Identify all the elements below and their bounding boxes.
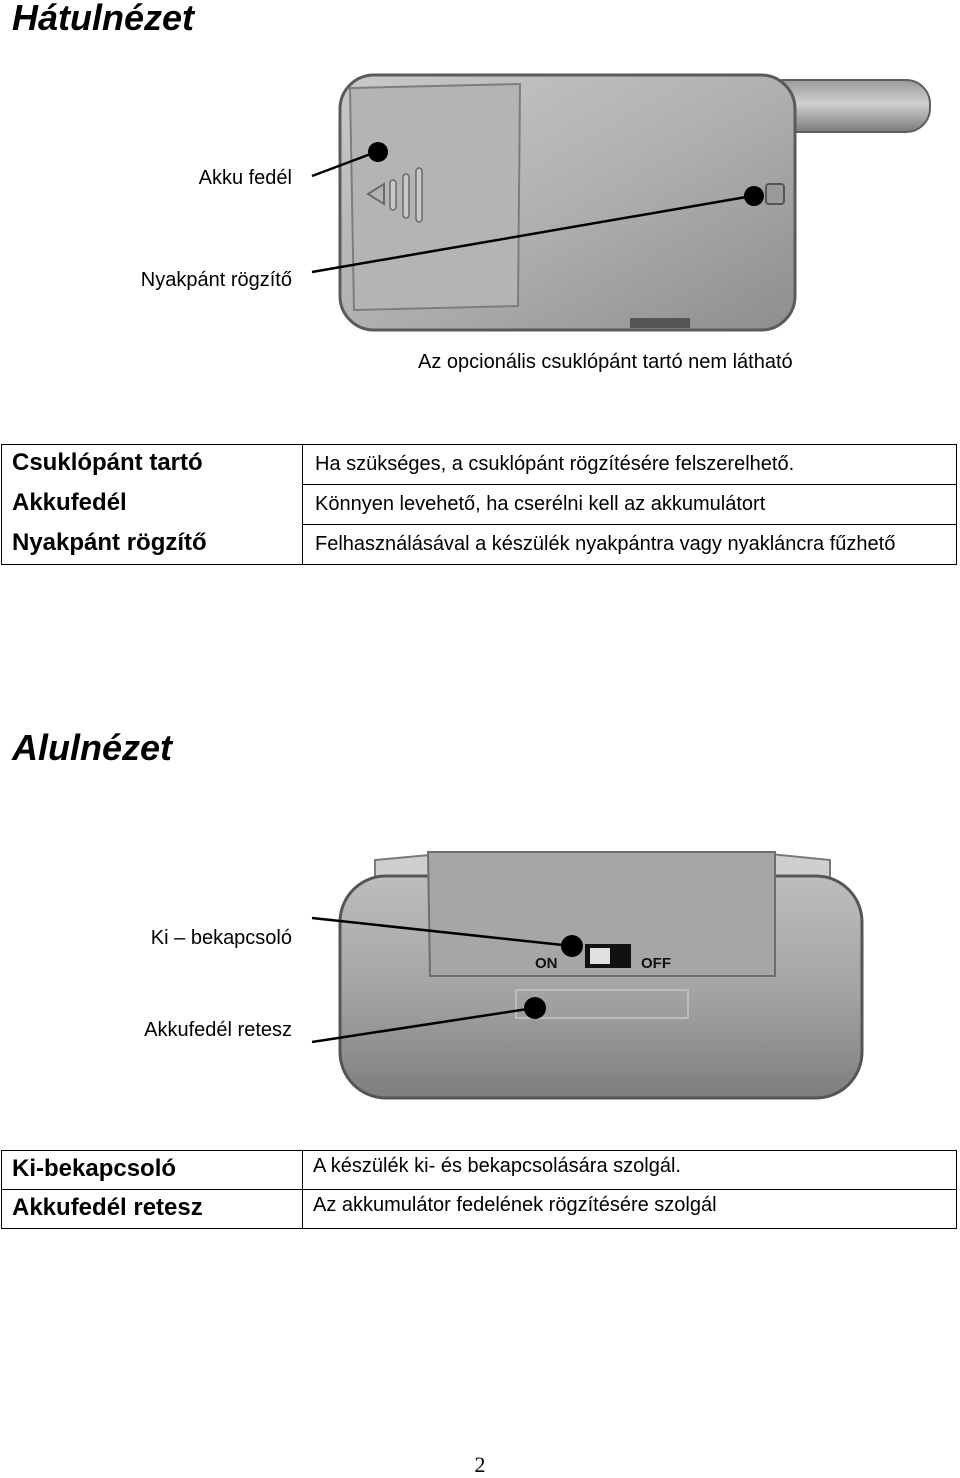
desc-lanyard-mount: Felhasználásával a készülék nyakpántra vagy nyakláncra fűzhető [315, 533, 896, 555]
term-wrist-strap-holder: Csuklópánt tartó [12, 449, 203, 476]
term-cell [2, 1151, 303, 1190]
callout-dot-cover-latch [524, 997, 546, 1019]
term-cover-latch: Akkufedél retesz [12, 1194, 203, 1221]
callout-dot-battery-cover [368, 142, 388, 162]
rear-view-heading: Hátulnézet [12, 0, 195, 38]
term-power-switch: Ki-bekapcsoló [12, 1155, 177, 1182]
callout-dot-lanyard [744, 186, 764, 206]
term-cell [2, 1190, 303, 1229]
bottom-view-photo [0, 840, 960, 1110]
page-number: 2 [474, 1452, 486, 1477]
bottom-view-heading: Alulnézet [12, 727, 173, 768]
table-row [2, 1190, 957, 1229]
term-lanyard-mount: Nyakpánt rögzítő [12, 529, 207, 556]
term-cell [2, 445, 303, 565]
desc-cover-latch: Az akkumulátor fedelének rögzítésére szolgál [303, 1190, 957, 1229]
table-row [2, 1151, 957, 1190]
callout-power-switch: Ki – bekapcsoló [150, 927, 292, 949]
callout-cover-latch: Akkufedél retesz [144, 1019, 292, 1041]
lanyard-slot [766, 184, 784, 204]
bottom-view-table [1, 1150, 957, 1229]
term-battery-cover: Akkufedél [12, 489, 127, 516]
switch-off-label: OFF [641, 955, 671, 972]
table-row [2, 445, 957, 565]
desc-power-switch: A készülék ki- és bekapcsolására szolgál. [303, 1151, 957, 1190]
callout-wrist-strap-note: Az opcionális csuklópánt tartó nem látható [418, 351, 793, 373]
desc-battery-cover: Könnyen levehető, ha cserélni kell az akkumulátort [303, 485, 956, 525]
callout-battery-cover: Akku fedél [198, 167, 292, 189]
battery-cover-panel [350, 84, 520, 310]
callout-lanyard-mount: Nyakpánt rögzítő [140, 269, 292, 291]
desc-cell [303, 445, 957, 565]
rear-view-photo [0, 0, 960, 345]
desc-wrist-strap-holder: Ha szükséges, a csuklópánt rögzítésére felszerelhető. [303, 445, 956, 485]
rear-view-table [1, 444, 957, 565]
switch-on-label: ON [535, 955, 558, 972]
callout-dot-power-switch [561, 935, 583, 957]
